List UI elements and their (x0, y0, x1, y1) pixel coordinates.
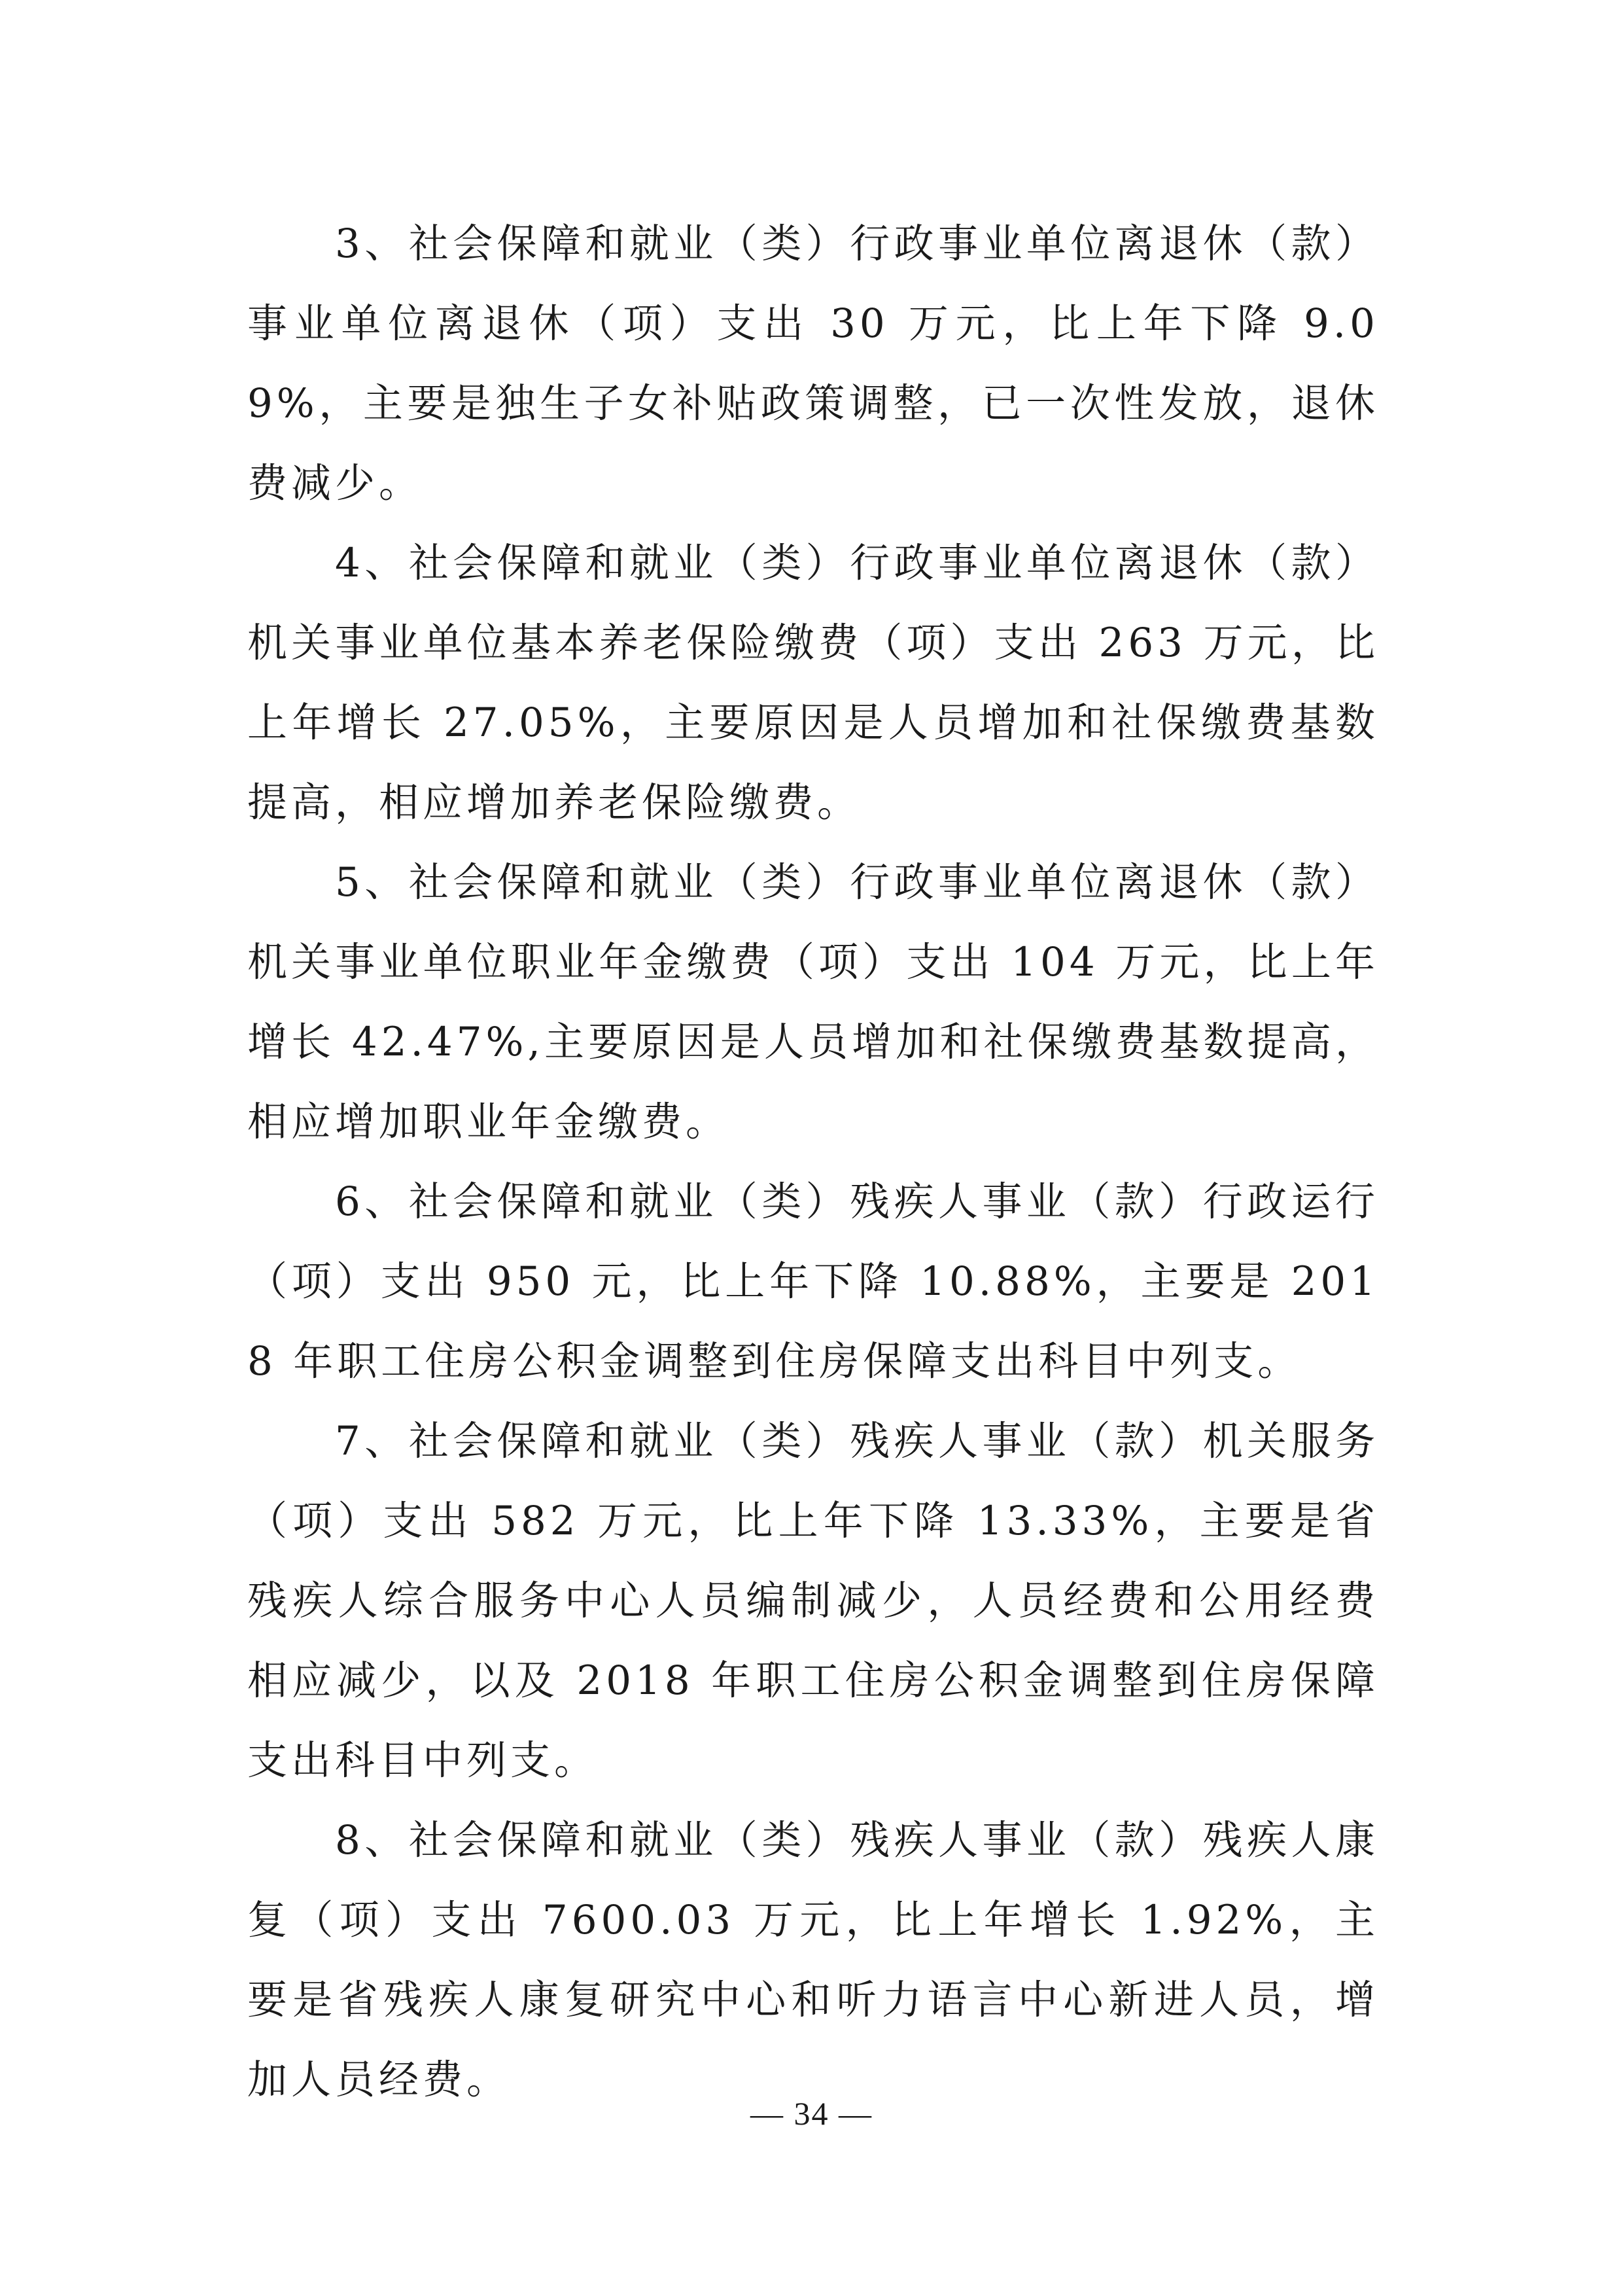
page-number: — 34 — (750, 2095, 873, 2132)
paragraph-item-8: 8、社会保障和就业（类）残疾人事业（款）残疾人康复（项）支出 7600.03 万元，比上年增长 1.92%，主要是省残疾人康复研究中心和听力语言中心新进人员，增加人员经费。 (247, 1817, 1379, 2103)
body-text (247, 204, 1379, 2120)
paragraph-item-3: 3、社会保障和就业（类）行政事业单位离退休（款）事业单位离退休（项）支出 30 万元，比上年下降 9.09%，主要是独生子女补贴政策调整，已一次性发放，退休费减少。 (247, 221, 1379, 506)
paragraph-item-4: 4、社会保障和就业（类）行政事业单位离退休（款）机关事业单位基本养老保险缴费（项）支出 263 万元，比上年增长 27.05%，主要原因是人员增加和社保缴费基数提高，相应增加养老保险缴费。 (247, 540, 1379, 826)
paragraph-item-6: 6、社会保障和就业（类）残疾人事业（款）行政运行（项）支出 950 元，比上年下降 10.88%，主要是 2018 年职工住房公积金调整到住房保障支出科目中列支。 (247, 1178, 1379, 1385)
paragraph-item-7: 7、社会保障和就业（类）残疾人事业（款）机关服务（项）支出 582 万元，比上年下降 13.33%，主要是省残疾人综合服务中心人员编制减少，人员经费和公用经费相应减少，以及 2018 年职工住房公积金调整到住房保障支出科目中列支。 (247, 1418, 1379, 1784)
paragraph-item-5: 5、社会保障和就业（类）行政事业单位离退休（款）机关事业单位职业年金缴费（项）支出 104 万元，比上年增长 42.47%,主要原因是人员增加和社保缴费基数提高，相应增加职业年金缴费。 (247, 859, 1379, 1145)
